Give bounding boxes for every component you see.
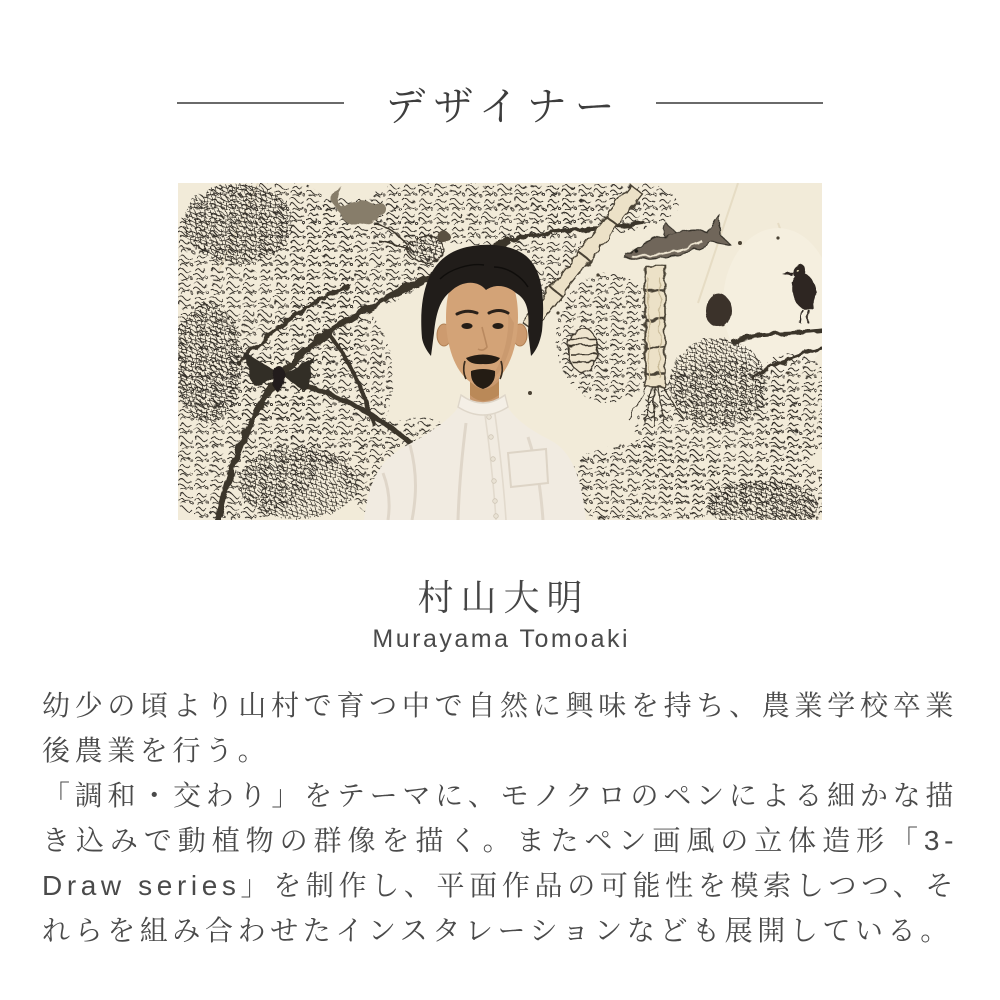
- bio-paragraph-1: 幼少の頃より山村で育つ中で自然に興味を持ち、農業学校卒業後農業を行う。: [42, 690, 958, 766]
- designer-bio: [42, 683, 958, 953]
- page-title: デザイナー: [385, 84, 623, 129]
- designer-name-kanji: 村山大明: [417, 577, 590, 618]
- designer-photo-illustration: [178, 183, 822, 520]
- divider-line-right: [656, 102, 823, 104]
- designer-name-romaji: Murayama Tomoaki: [372, 625, 631, 653]
- designer-shirt-pocket: [508, 449, 548, 487]
- section-header: [0, 80, 1000, 129]
- artwork-zebra-figure: [568, 328, 598, 372]
- bio-paragraph-2: 「調和・交わり」をテーマに、モノクロのペンによる細かな描き込みで動植物の群像を描く。またペン画風の立体造形「3-Draw series」を制作し、平面作品の可能性を模索しつつ、それらを組み合わせたインスタレーションなども展開している。: [42, 780, 958, 946]
- designer-eye-left: [461, 323, 472, 329]
- artwork-seed: [705, 293, 731, 327]
- designer-eye-right: [492, 323, 503, 329]
- divider-line-left: [177, 102, 344, 104]
- designer-photo: [178, 183, 822, 520]
